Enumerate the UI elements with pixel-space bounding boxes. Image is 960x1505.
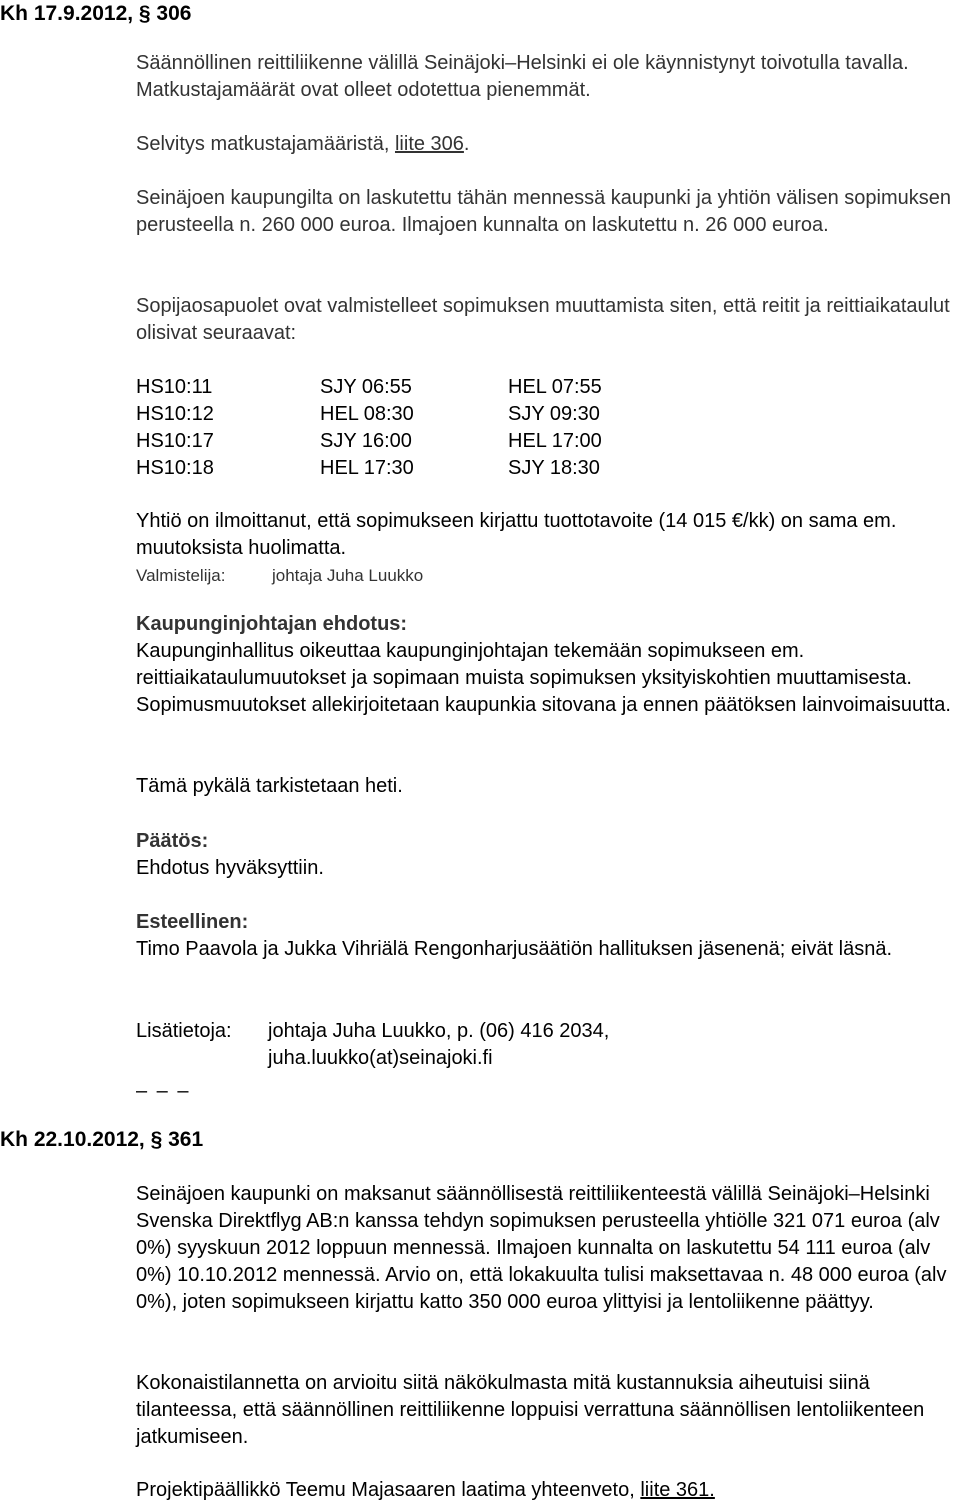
flight-code: HS10:18 (136, 457, 214, 479)
paragraph-summary (136, 1477, 956, 1504)
report-end: . (463, 133, 470, 155)
departure: SJY 06:55 (320, 376, 412, 398)
paragraph-overall: Kokonaistilannetta on arvioitu siitä näkökulmasta mitä kustannuksia aiheutuisi siinä tilanteessa, että säännöllinen reittiliikenne loppuisi verrattuna säännöllisen lentoliikenteen jatkumiseen. (136, 1372, 925, 1448)
arrival: HEL 17:00 (508, 430, 602, 452)
section-header-361: Kh 22.10.2012, § 361 (0, 1128, 204, 1151)
proposal-title: Kaupunginjohtajan ehdotus: (136, 613, 408, 635)
decision-text: Ehdotus hyväksyttiin. (136, 857, 324, 879)
departure: HEL 17:30 (320, 457, 414, 479)
flight-code: HS10:12 (136, 403, 214, 425)
report-text: Selvitys matkustajamääristä, (136, 133, 395, 155)
preparer-value: johtaja Juha Luukko (272, 566, 424, 585)
paragraph-revenue-target: Yhtiö on ilmoittanut, että sopimukseen kirjattu tuottotavoite (14 015 €/kk) on sama em. muutoksista huolimatta. (136, 510, 897, 559)
arrival: SJY 18:30 (508, 457, 600, 479)
summary-text: Projektipäällikkö Teemu Majasaaren laatima yhteenveto, (136, 1479, 641, 1501)
decision-title: Päätös: (136, 830, 209, 852)
disqualified-text: Timo Paavola ja Jukka Vihriälä Rengonharjusäätiön hallituksen jäsenenä; eivät läsnä. (136, 938, 893, 960)
preparer-label: Valmistelija: (136, 566, 226, 585)
contact-email: juha.luukko(at)seinajoki.fi (268, 1047, 493, 1069)
departure: HEL 08:30 (320, 403, 414, 425)
contact-line-1: johtaja Juha Luukko, p. (06) 416 2034, (268, 1020, 610, 1042)
departure: SJY 16:00 (320, 430, 412, 452)
check-text: Tämä pykälä tarkistetaan heti. (136, 775, 403, 797)
contact-label: Lisätietoja: (136, 1020, 232, 1042)
arrival: HEL 07:55 (508, 376, 602, 398)
paragraph-billing: Seinäjoen kaupungilta on laskutettu tähän mennessä kaupunki ja yhtiön välisen sopimuksen perusteella n. 260 000 euroa. Ilmajoen kunnalta on laskutettu n. 26 000 euroa. (136, 187, 951, 236)
flight-code: HS10:11 (136, 376, 213, 398)
paragraph-schedule-intro: Sopijaosapuolet ovat valmistelleet sopimuksen muuttamista siten, että reitit ja reittiaikataulut olisivat seuraavat: (136, 295, 950, 344)
arrival: SJY 09:30 (508, 403, 600, 425)
flight-code: HS10:17 (136, 430, 214, 452)
attachment-361-link[interactable]: liite 361. (640, 1479, 715, 1501)
section-separator: – – – (136, 1080, 191, 1102)
paragraph-intro: Säännöllinen reittiliikenne välillä Seinäjoki–Helsinki ei ole käynnistynyt toivotulla tavalla. Matkustajamäärät ovat olleet odotettua pienemmät. (136, 52, 909, 101)
attachment-306-link[interactable]: liite 306 (394, 133, 464, 155)
paragraph-payments: Seinäjoen kaupunki on maksanut säännöllisestä reittiliikenteestä välillä Seinäjoki–Helsinki Svenska Direktflyg AB:n kanssa tehdyn sopimuksen perusteella yhtiölle 321 071 euroa (alv 0%) syyskuun 2012 loppuun mennessä. Ilmajoen kunnalta on laskutettu 54 111 euroa (alv 0%) 10.10.2012 mennessä. Arvio on, että lokakuulta tulisi maksettavaa n. 48 000 euroa (alv 0%), joten sopimukseen kirjattu katto 350 000 euroa ylittyisi ja lentoliikenne päättyy. (136, 1183, 947, 1313)
paragraph-report (136, 131, 956, 158)
disqualified-title: Esteellinen: (136, 911, 249, 933)
proposal-text: Kaupunginhallitus oikeuttaa kaupunginjohtajan tekemään sopimukseen em. reittiaikataulumuutokset ja sopimaan muista sopimuksen yksityiskohtien muuttamisesta. Sopimusmuutokset allekirjoitetaan kaupunkia sitovana ja ennen päätöksen lainvoimaisuutta. (136, 640, 951, 716)
section-header-306: Kh 17.9.2012, § 306 (0, 2, 192, 25)
